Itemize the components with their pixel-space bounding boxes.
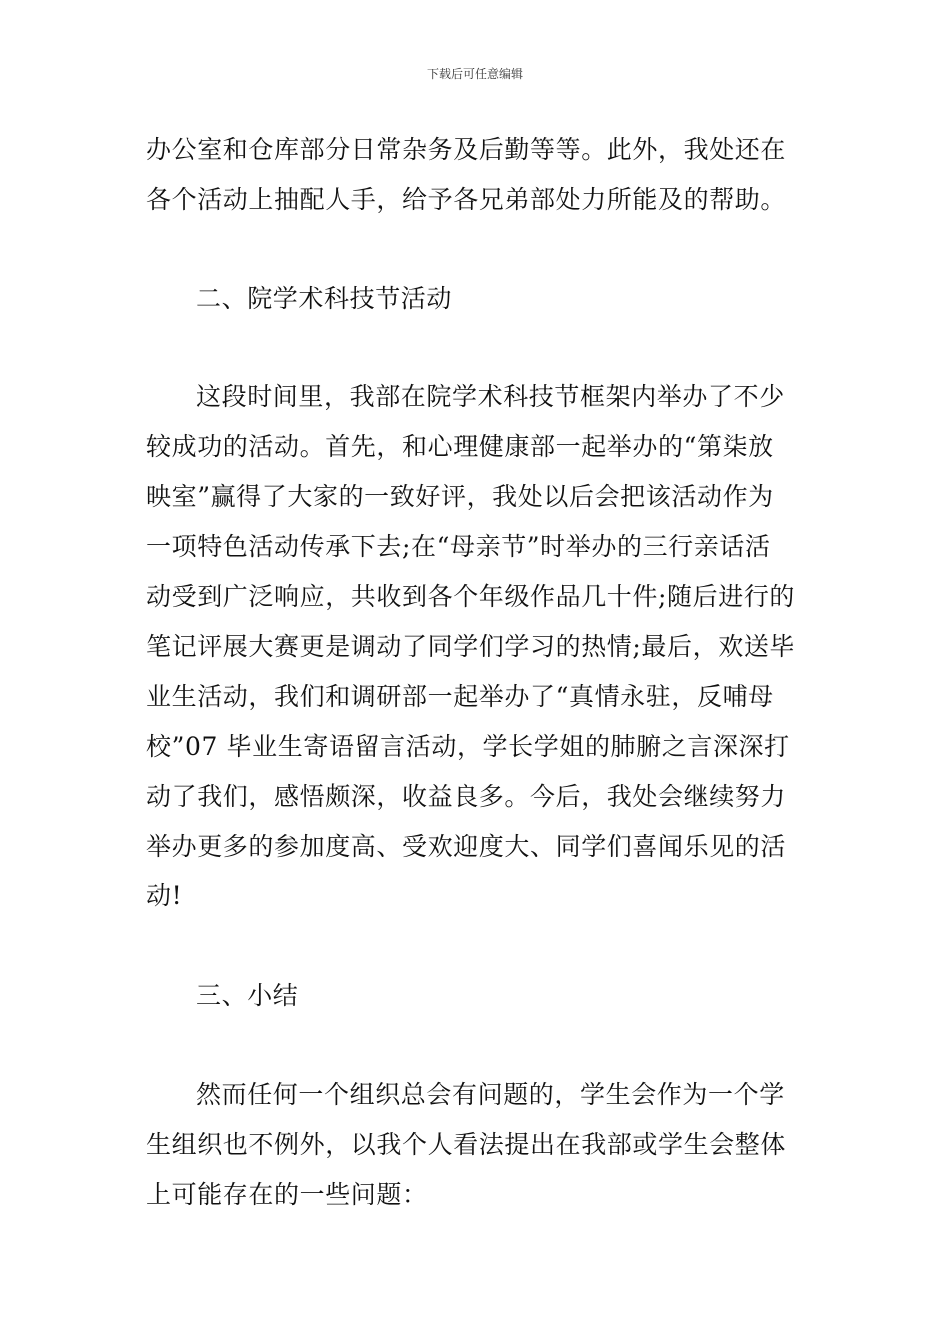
paragraph-line: 动! (146, 881, 183, 910)
section-heading: 三、小结 (196, 981, 299, 1010)
paragraph-line: 上可能存在的一些问题： (146, 1180, 428, 1209)
paragraph-line: 映室”赢得了大家的一致好评，我处以后会把该活动作为 (146, 482, 774, 511)
paragraph-line: 笔记评展大赛更是调动了同学们学习的热情;最后，欢送毕 (146, 632, 796, 661)
section-heading: 二、院学术科技节活动 (196, 284, 453, 313)
paragraph-line: 一项特色活动传承下去;在“母亲节”时举办的三行亲话活 (146, 532, 771, 561)
paragraph-line: 各个活动上抽配人手，给予各兄弟部处力所能及的帮助。 (146, 185, 787, 214)
paragraph-line: 然而任何一个组织总会有问题的，学生会作为一个学 (196, 1080, 785, 1109)
paragraph-line: 业生活动，我们和调研部一起举办了“真情永驻，反哺母 (146, 682, 774, 711)
paragraph-line: 这段时间里，我部在院学术科技节框架内举办了不少 (196, 382, 785, 411)
page-header: 下载后可任意编辑 (426, 67, 523, 81)
paragraph-line: 校”07 毕业生寄语留言活动，学长学姐的肺腑之言深深打 (146, 732, 790, 761)
paragraph-line: 动受到广泛响应，共收到各个年级作品几十件;随后进行的 (146, 582, 796, 611)
paragraph-line: 动了我们，感悟颇深，收益良多。今后，我处会继续努力 (146, 782, 787, 811)
paragraph-line: 举办更多的参加度高、受欢迎度大、同学们喜闻乐见的活 (146, 832, 787, 861)
paragraph-line: 生组织也不例外，以我个人看法提出在我部或学生会整体 (146, 1130, 787, 1159)
paragraph-line: 较成功的活动。首先，和心理健康部一起举办的“第柒放 (146, 432, 774, 461)
paragraph-line: 办公室和仓库部分日常杂务及后勤等等。此外，我处还在 (146, 135, 787, 164)
